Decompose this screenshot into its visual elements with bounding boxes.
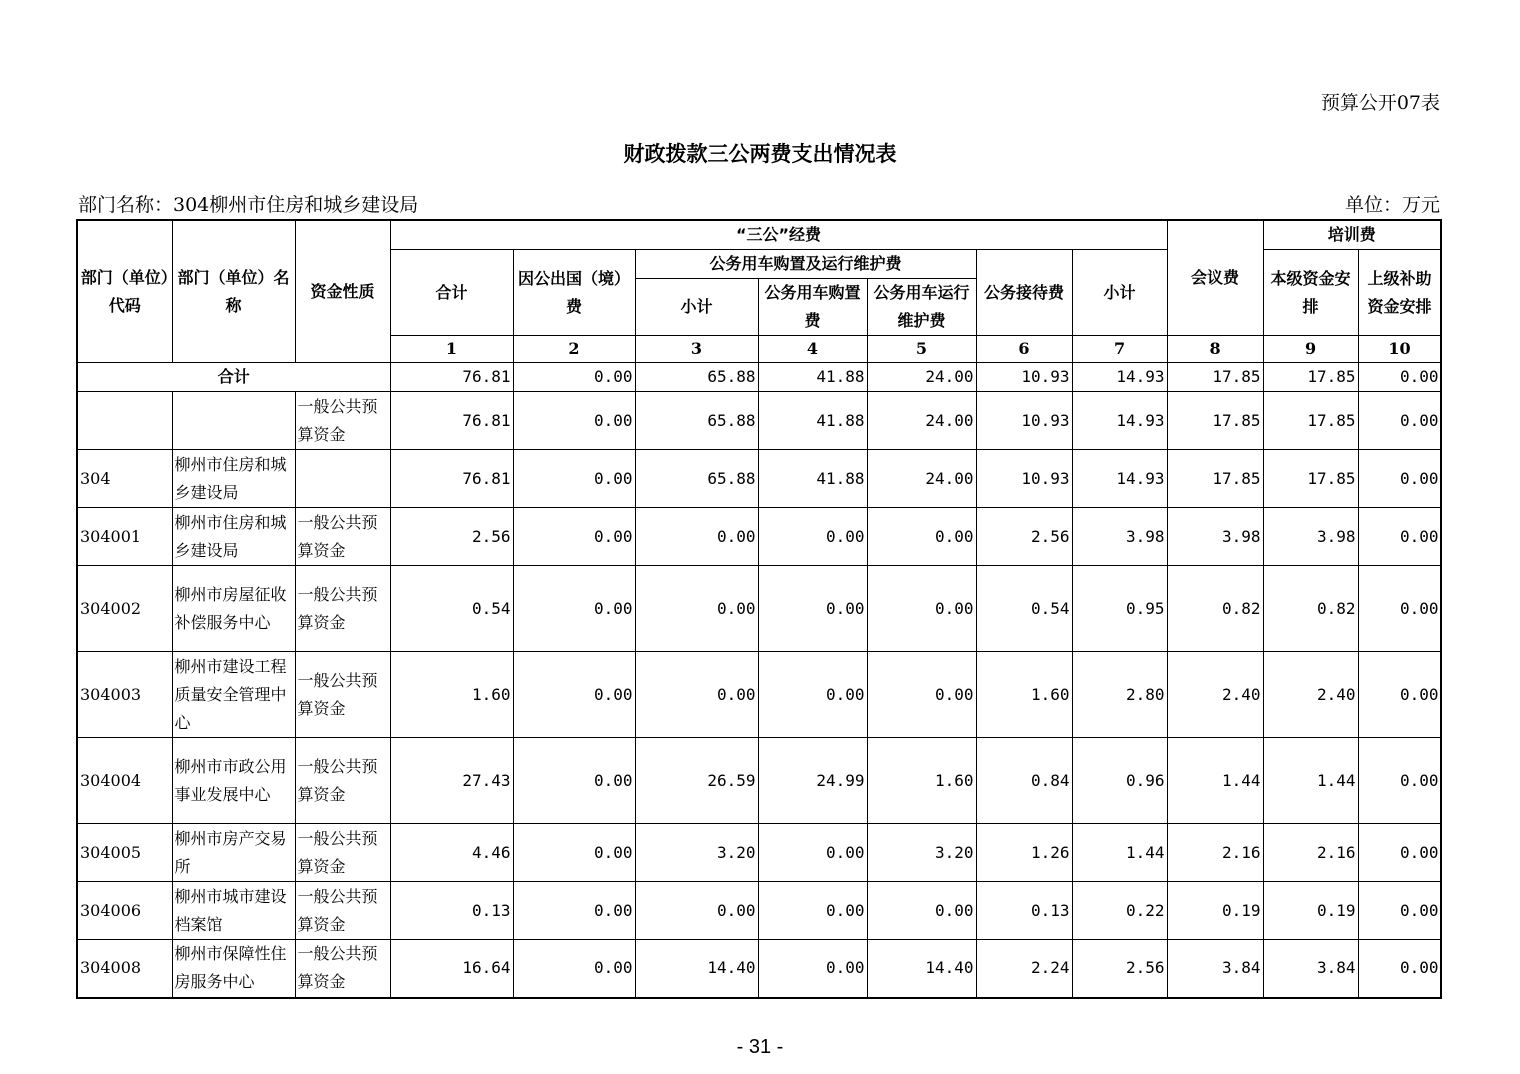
total-label: 合计 bbox=[77, 363, 390, 392]
cell-value: 0.22 bbox=[1072, 882, 1167, 940]
cell-value: 1.26 bbox=[976, 824, 1072, 882]
cell-value: 0.00 bbox=[635, 566, 758, 652]
table-row bbox=[77, 392, 1441, 450]
header-vehicle-run: 公务用车运行维护费 bbox=[867, 279, 976, 336]
cell-value: 3.98 bbox=[1167, 508, 1263, 566]
cell-value: 0.00 bbox=[513, 824, 635, 882]
unit-name: 柳州市房产交易所 bbox=[172, 824, 295, 882]
total-value: 0.00 bbox=[1358, 363, 1441, 392]
unit-code: 304005 bbox=[77, 824, 172, 882]
cell-value: 2.16 bbox=[1263, 824, 1358, 882]
total-value: 76.81 bbox=[390, 363, 513, 392]
cell-value: 1.60 bbox=[867, 738, 976, 824]
cell-value: 26.59 bbox=[635, 738, 758, 824]
department-label: 部门名称：304柳州市住房和城乡建设局 bbox=[78, 194, 419, 216]
cell-value: 65.88 bbox=[635, 450, 758, 508]
expense-table bbox=[76, 219, 1442, 999]
cell-value: 24.99 bbox=[758, 738, 867, 824]
cell-value: 0.82 bbox=[1167, 566, 1263, 652]
cell-value: 0.00 bbox=[758, 508, 867, 566]
cell-value: 2.40 bbox=[1167, 652, 1263, 738]
cell-value: 0.00 bbox=[1358, 652, 1441, 738]
total-value: 17.85 bbox=[1263, 363, 1358, 392]
cell-value: 0.00 bbox=[1358, 566, 1441, 652]
unit-code bbox=[77, 392, 172, 450]
fund-type: 一般公共预算资金 bbox=[295, 882, 390, 940]
cell-value: 2.40 bbox=[1263, 652, 1358, 738]
cell-value: 14.93 bbox=[1072, 450, 1167, 508]
cell-value: 0.54 bbox=[390, 566, 513, 652]
cell-value: 2.56 bbox=[390, 508, 513, 566]
cell-value: 0.95 bbox=[1072, 566, 1167, 652]
total-value: 65.88 bbox=[635, 363, 758, 392]
column-index: 10 bbox=[1358, 336, 1441, 363]
cell-value: 3.84 bbox=[1263, 940, 1358, 998]
cell-value: 14.40 bbox=[867, 940, 976, 998]
cell-value: 0.13 bbox=[390, 882, 513, 940]
cell-value: 0.00 bbox=[1358, 738, 1441, 824]
header-sangong: “三公”经费 bbox=[390, 220, 1167, 250]
cell-value: 0.00 bbox=[1358, 940, 1441, 998]
cell-value: 27.43 bbox=[390, 738, 513, 824]
table-row bbox=[77, 940, 1441, 998]
fund-type: 一般公共预算资金 bbox=[295, 824, 390, 882]
column-index: 5 bbox=[867, 336, 976, 363]
unit-code: 304003 bbox=[77, 652, 172, 738]
cell-value: 76.81 bbox=[390, 450, 513, 508]
cell-value: 0.00 bbox=[635, 652, 758, 738]
cell-value: 0.00 bbox=[867, 652, 976, 738]
page-number: - 31 - bbox=[736, 1036, 784, 1058]
cell-value: 0.00 bbox=[513, 882, 635, 940]
fund-type bbox=[295, 450, 390, 508]
cell-value: 0.00 bbox=[1358, 508, 1441, 566]
column-index: 7 bbox=[1072, 336, 1167, 363]
cell-value: 0.00 bbox=[513, 652, 635, 738]
unit-code: 304004 bbox=[77, 738, 172, 824]
table-row bbox=[77, 882, 1441, 940]
unit-code: 304008 bbox=[77, 940, 172, 998]
unit-name: 柳州市保障性住房服务中心 bbox=[172, 940, 295, 998]
cell-value: 1.60 bbox=[976, 652, 1072, 738]
cell-value: 1.60 bbox=[390, 652, 513, 738]
column-index: 6 bbox=[976, 336, 1072, 363]
cell-value: 3.20 bbox=[867, 824, 976, 882]
unit-name: 柳州市城市建设档案馆 bbox=[172, 882, 295, 940]
total-value: 24.00 bbox=[867, 363, 976, 392]
cell-value: 0.00 bbox=[758, 566, 867, 652]
header-train-subtotal: 小计 bbox=[1072, 250, 1167, 336]
cell-value: 16.64 bbox=[390, 940, 513, 998]
cell-value: 0.00 bbox=[867, 566, 976, 652]
cell-value: 0.00 bbox=[513, 940, 635, 998]
cell-value: 10.93 bbox=[976, 450, 1072, 508]
cell-value: 0.19 bbox=[1263, 882, 1358, 940]
cell-value: 0.00 bbox=[513, 450, 635, 508]
cell-value: 0.00 bbox=[513, 392, 635, 450]
cell-value: 0.00 bbox=[867, 508, 976, 566]
cell-value: 41.88 bbox=[758, 392, 867, 450]
table-row bbox=[77, 824, 1441, 882]
column-index: 9 bbox=[1263, 336, 1358, 363]
unit-name bbox=[172, 392, 295, 450]
header-vehicle-subtotal: 小计 bbox=[635, 279, 758, 336]
column-index: 1 bbox=[390, 336, 513, 363]
unit-code: 304006 bbox=[77, 882, 172, 940]
total-value: 41.88 bbox=[758, 363, 867, 392]
column-index: 3 bbox=[635, 336, 758, 363]
table-row bbox=[77, 508, 1441, 566]
cell-value: 0.84 bbox=[976, 738, 1072, 824]
header-meeting: 会议费 bbox=[1167, 220, 1263, 336]
cell-value: 24.00 bbox=[867, 450, 976, 508]
cell-value: 0.19 bbox=[1167, 882, 1263, 940]
cell-value: 1.44 bbox=[1167, 738, 1263, 824]
cell-value: 10.93 bbox=[976, 392, 1072, 450]
unit-code: 304001 bbox=[77, 508, 172, 566]
fund-type: 一般公共预算资金 bbox=[295, 940, 390, 998]
cell-value: 0.00 bbox=[513, 566, 635, 652]
header-total: 合计 bbox=[390, 250, 513, 336]
cell-value: 76.81 bbox=[390, 392, 513, 450]
cell-value: 0.00 bbox=[758, 882, 867, 940]
form-number: 预算公开07表 bbox=[1320, 92, 1440, 114]
cell-value: 17.85 bbox=[1263, 392, 1358, 450]
cell-value: 3.84 bbox=[1167, 940, 1263, 998]
unit-code: 304002 bbox=[77, 566, 172, 652]
cell-value: 0.54 bbox=[976, 566, 1072, 652]
cell-value: 2.16 bbox=[1167, 824, 1263, 882]
header-code: 部门（单位）代码 bbox=[77, 220, 172, 363]
cell-value: 14.40 bbox=[635, 940, 758, 998]
cell-value: 0.00 bbox=[513, 738, 635, 824]
cell-value: 14.93 bbox=[1072, 392, 1167, 450]
fund-type: 一般公共预算资金 bbox=[295, 738, 390, 824]
unit-label: 单位：万元 bbox=[1344, 194, 1440, 216]
cell-value: 0.13 bbox=[976, 882, 1072, 940]
cell-value: 17.85 bbox=[1263, 450, 1358, 508]
cell-value: 2.56 bbox=[1072, 940, 1167, 998]
total-value: 10.93 bbox=[976, 363, 1072, 392]
cell-value: 0.00 bbox=[635, 882, 758, 940]
cell-value: 2.24 bbox=[976, 940, 1072, 998]
fund-type: 一般公共预算资金 bbox=[295, 392, 390, 450]
unit-name: 柳州市住房和城乡建设局 bbox=[172, 508, 295, 566]
cell-value: 0.00 bbox=[1358, 392, 1441, 450]
cell-value: 3.98 bbox=[1263, 508, 1358, 566]
cell-value: 4.46 bbox=[390, 824, 513, 882]
table-row bbox=[77, 450, 1441, 508]
cell-value: 17.85 bbox=[1167, 392, 1263, 450]
cell-value: 0.00 bbox=[1358, 824, 1441, 882]
cell-value: 0.00 bbox=[758, 652, 867, 738]
cell-value: 2.80 bbox=[1072, 652, 1167, 738]
total-value: 14.93 bbox=[1072, 363, 1167, 392]
header-abroad: 因公出国（境）费 bbox=[513, 250, 635, 336]
unit-name: 柳州市市政公用事业发展中心 bbox=[172, 738, 295, 824]
column-index: 2 bbox=[513, 336, 635, 363]
header-reception: 公务接待费 bbox=[976, 250, 1072, 336]
cell-value: 0.96 bbox=[1072, 738, 1167, 824]
header-train-upper: 上级补助资金安排 bbox=[1358, 250, 1441, 336]
unit-name: 柳州市房屋征收补偿服务中心 bbox=[172, 566, 295, 652]
header-name: 部门（单位）名称 bbox=[172, 220, 295, 363]
column-index: 8 bbox=[1167, 336, 1263, 363]
cell-value: 2.56 bbox=[976, 508, 1072, 566]
cell-value: 24.00 bbox=[867, 392, 976, 450]
cell-value: 0.00 bbox=[758, 940, 867, 998]
fund-type: 一般公共预算资金 bbox=[295, 508, 390, 566]
header-fund: 资金性质 bbox=[295, 220, 390, 363]
cell-value: 0.00 bbox=[1358, 882, 1441, 940]
table-row bbox=[77, 738, 1441, 824]
fund-type: 一般公共预算资金 bbox=[295, 566, 390, 652]
header-vehicle-group: 公务用车购置及运行维护费 bbox=[635, 250, 976, 279]
total-value: 0.00 bbox=[513, 363, 635, 392]
cell-value: 0.00 bbox=[1358, 450, 1441, 508]
column-index: 4 bbox=[758, 336, 867, 363]
cell-value: 41.88 bbox=[758, 450, 867, 508]
total-value: 17.85 bbox=[1167, 363, 1263, 392]
header-training: 培训费 bbox=[1263, 220, 1441, 250]
cell-value: 1.44 bbox=[1263, 738, 1358, 824]
header-vehicle-buy: 公务用车购置费 bbox=[758, 279, 867, 336]
table-row bbox=[77, 652, 1441, 738]
cell-value: 17.85 bbox=[1167, 450, 1263, 508]
fund-type: 一般公共预算资金 bbox=[295, 652, 390, 738]
cell-value: 65.88 bbox=[635, 392, 758, 450]
cell-value: 0.00 bbox=[513, 508, 635, 566]
page-title: 财政拨款三公两费支出情况表 bbox=[623, 142, 897, 166]
cell-value: 0.82 bbox=[1263, 566, 1358, 652]
cell-value: 3.20 bbox=[635, 824, 758, 882]
unit-name: 柳州市建设工程质量安全管理中心 bbox=[172, 652, 295, 738]
cell-value: 1.44 bbox=[1072, 824, 1167, 882]
cell-value: 0.00 bbox=[635, 508, 758, 566]
unit-name: 柳州市住房和城乡建设局 bbox=[172, 450, 295, 508]
cell-value: 3.98 bbox=[1072, 508, 1167, 566]
unit-code: 304 bbox=[77, 450, 172, 508]
table-row bbox=[77, 566, 1441, 652]
cell-value: 0.00 bbox=[758, 824, 867, 882]
header-train-self: 本级资金安排 bbox=[1263, 250, 1358, 336]
cell-value: 0.00 bbox=[867, 882, 976, 940]
